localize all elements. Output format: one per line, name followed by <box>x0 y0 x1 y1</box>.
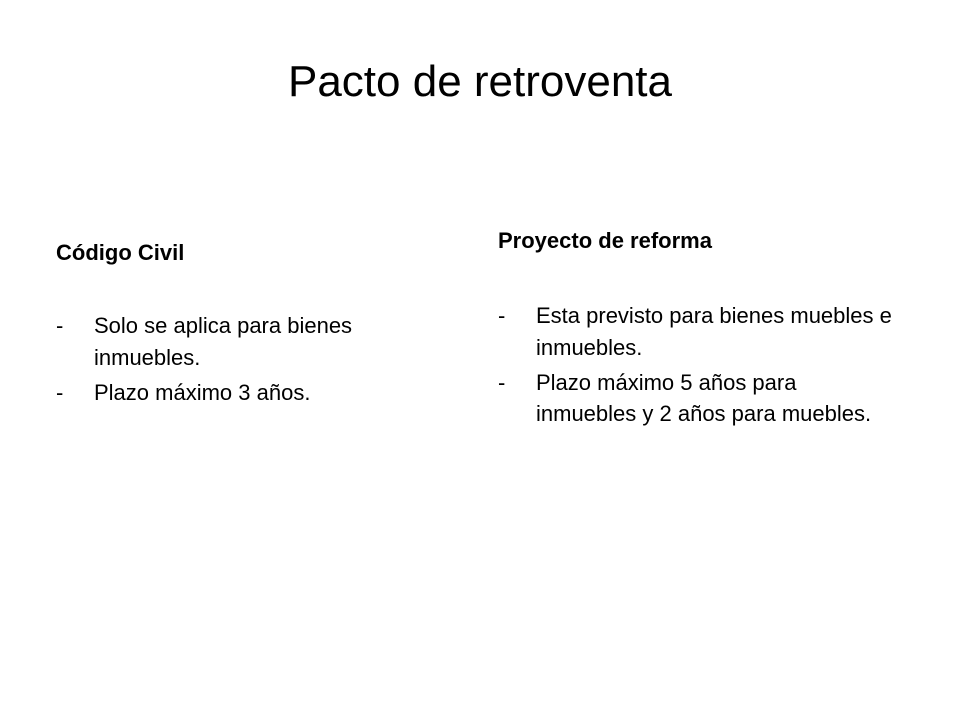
list-item <box>56 377 451 408</box>
list-item <box>498 367 893 429</box>
list-item-text: Plazo máximo 3 años. <box>94 379 311 405</box>
dash-bullet: - <box>56 379 64 405</box>
list-item <box>56 310 451 372</box>
list-item <box>498 300 893 362</box>
right-column-list <box>498 300 893 429</box>
list-item-text: Esta previsto para bienes muebles e inmuebles. <box>536 303 892 360</box>
dash-bullet: - <box>498 369 506 395</box>
right-column <box>498 228 893 433</box>
left-column-list <box>56 310 451 408</box>
slide-title: Pacto de retroventa <box>287 57 672 106</box>
dash-bullet: - <box>56 313 64 339</box>
right-column-heading: Proyecto de reforma <box>498 228 712 253</box>
left-column-heading: Código Civil <box>56 240 185 265</box>
left-column <box>56 240 451 412</box>
list-item-text: Plazo máximo 5 años para inmuebles y 2 años para muebles. <box>536 369 872 427</box>
list-item-text: Solo se aplica para bienes inmuebles. <box>94 313 353 370</box>
dash-bullet: - <box>498 303 506 329</box>
